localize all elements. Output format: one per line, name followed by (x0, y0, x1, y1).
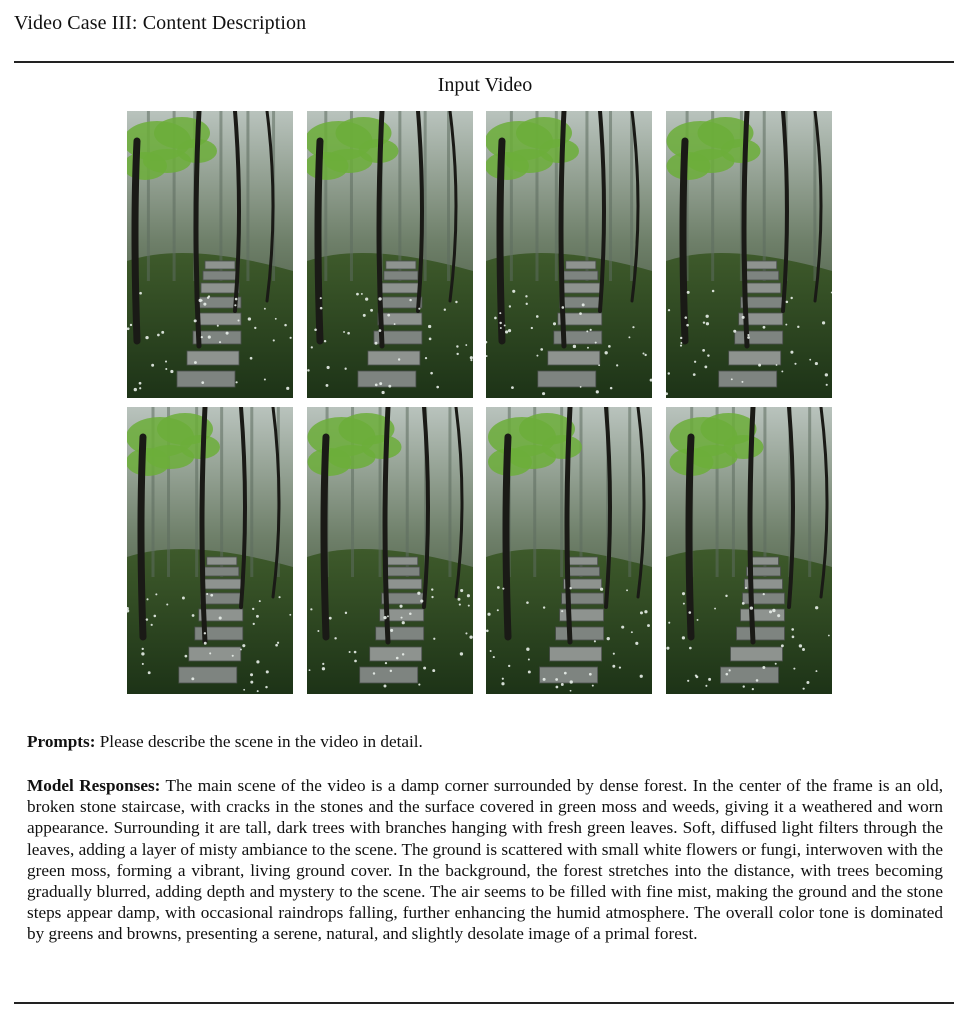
video-frame-7 (486, 407, 652, 694)
forest-stairs-image (486, 111, 652, 398)
prompts-paragraph (27, 731, 943, 752)
video-frame-6 (307, 407, 473, 694)
prompts-text: Please describe the scene in the video in detail. (99, 732, 423, 751)
video-frame-3 (486, 111, 652, 398)
top-rule (14, 61, 954, 63)
responses-paragraph (27, 775, 943, 945)
video-frame-1 (127, 111, 293, 398)
case-title: Video Case III: Content Description (14, 12, 307, 34)
forest-stairs-image (127, 407, 293, 694)
video-frame-5 (127, 407, 293, 694)
responses-text: The main scene of the video is a damp corner surrounded by dense forest. In the center of the frame is an old, broken stone staircase, with cracks in the stones and the surface covered in green moss and weeds, giving it a weathered and worn appearance. Surrounding it are tall, dark trees with branches hanging with fresh green leaves. Soft, diffused light filters through the leaves, adding a layer of misty ambiance to the scene. The ground is scattered with small white flowers or fungi, interwoven with the green moss, forming a vibrant, living ground cover. In the background, the forest stretches into the distance, with trees becoming gradually blurred, adding depth and mystery to the scene. The air seems to be filled with fine mist, making the ground and the stone steps appear damp, with occasional raindrops falling, further enhancing the humid atmosphere. The overall color tone is dominated by greens and browns, presenting a serene, natural, and slightly desolate image of a primal forest. (27, 776, 943, 944)
forest-stairs-image (666, 407, 832, 694)
video-title: Input Video (437, 74, 533, 96)
forest-stairs-image (666, 111, 832, 398)
forest-stairs-image (127, 111, 293, 398)
forest-stairs-image (486, 407, 652, 694)
video-frame-4 (666, 111, 832, 398)
prompts-label: Prompts: (27, 732, 96, 751)
forest-stairs-image (307, 407, 473, 694)
bottom-rule (14, 1002, 954, 1004)
video-frame-2 (307, 111, 473, 398)
video-frames-grid (127, 111, 833, 693)
video-frame-8 (666, 407, 832, 694)
responses-label: Model Responses: (27, 776, 161, 795)
forest-stairs-image (307, 111, 473, 398)
